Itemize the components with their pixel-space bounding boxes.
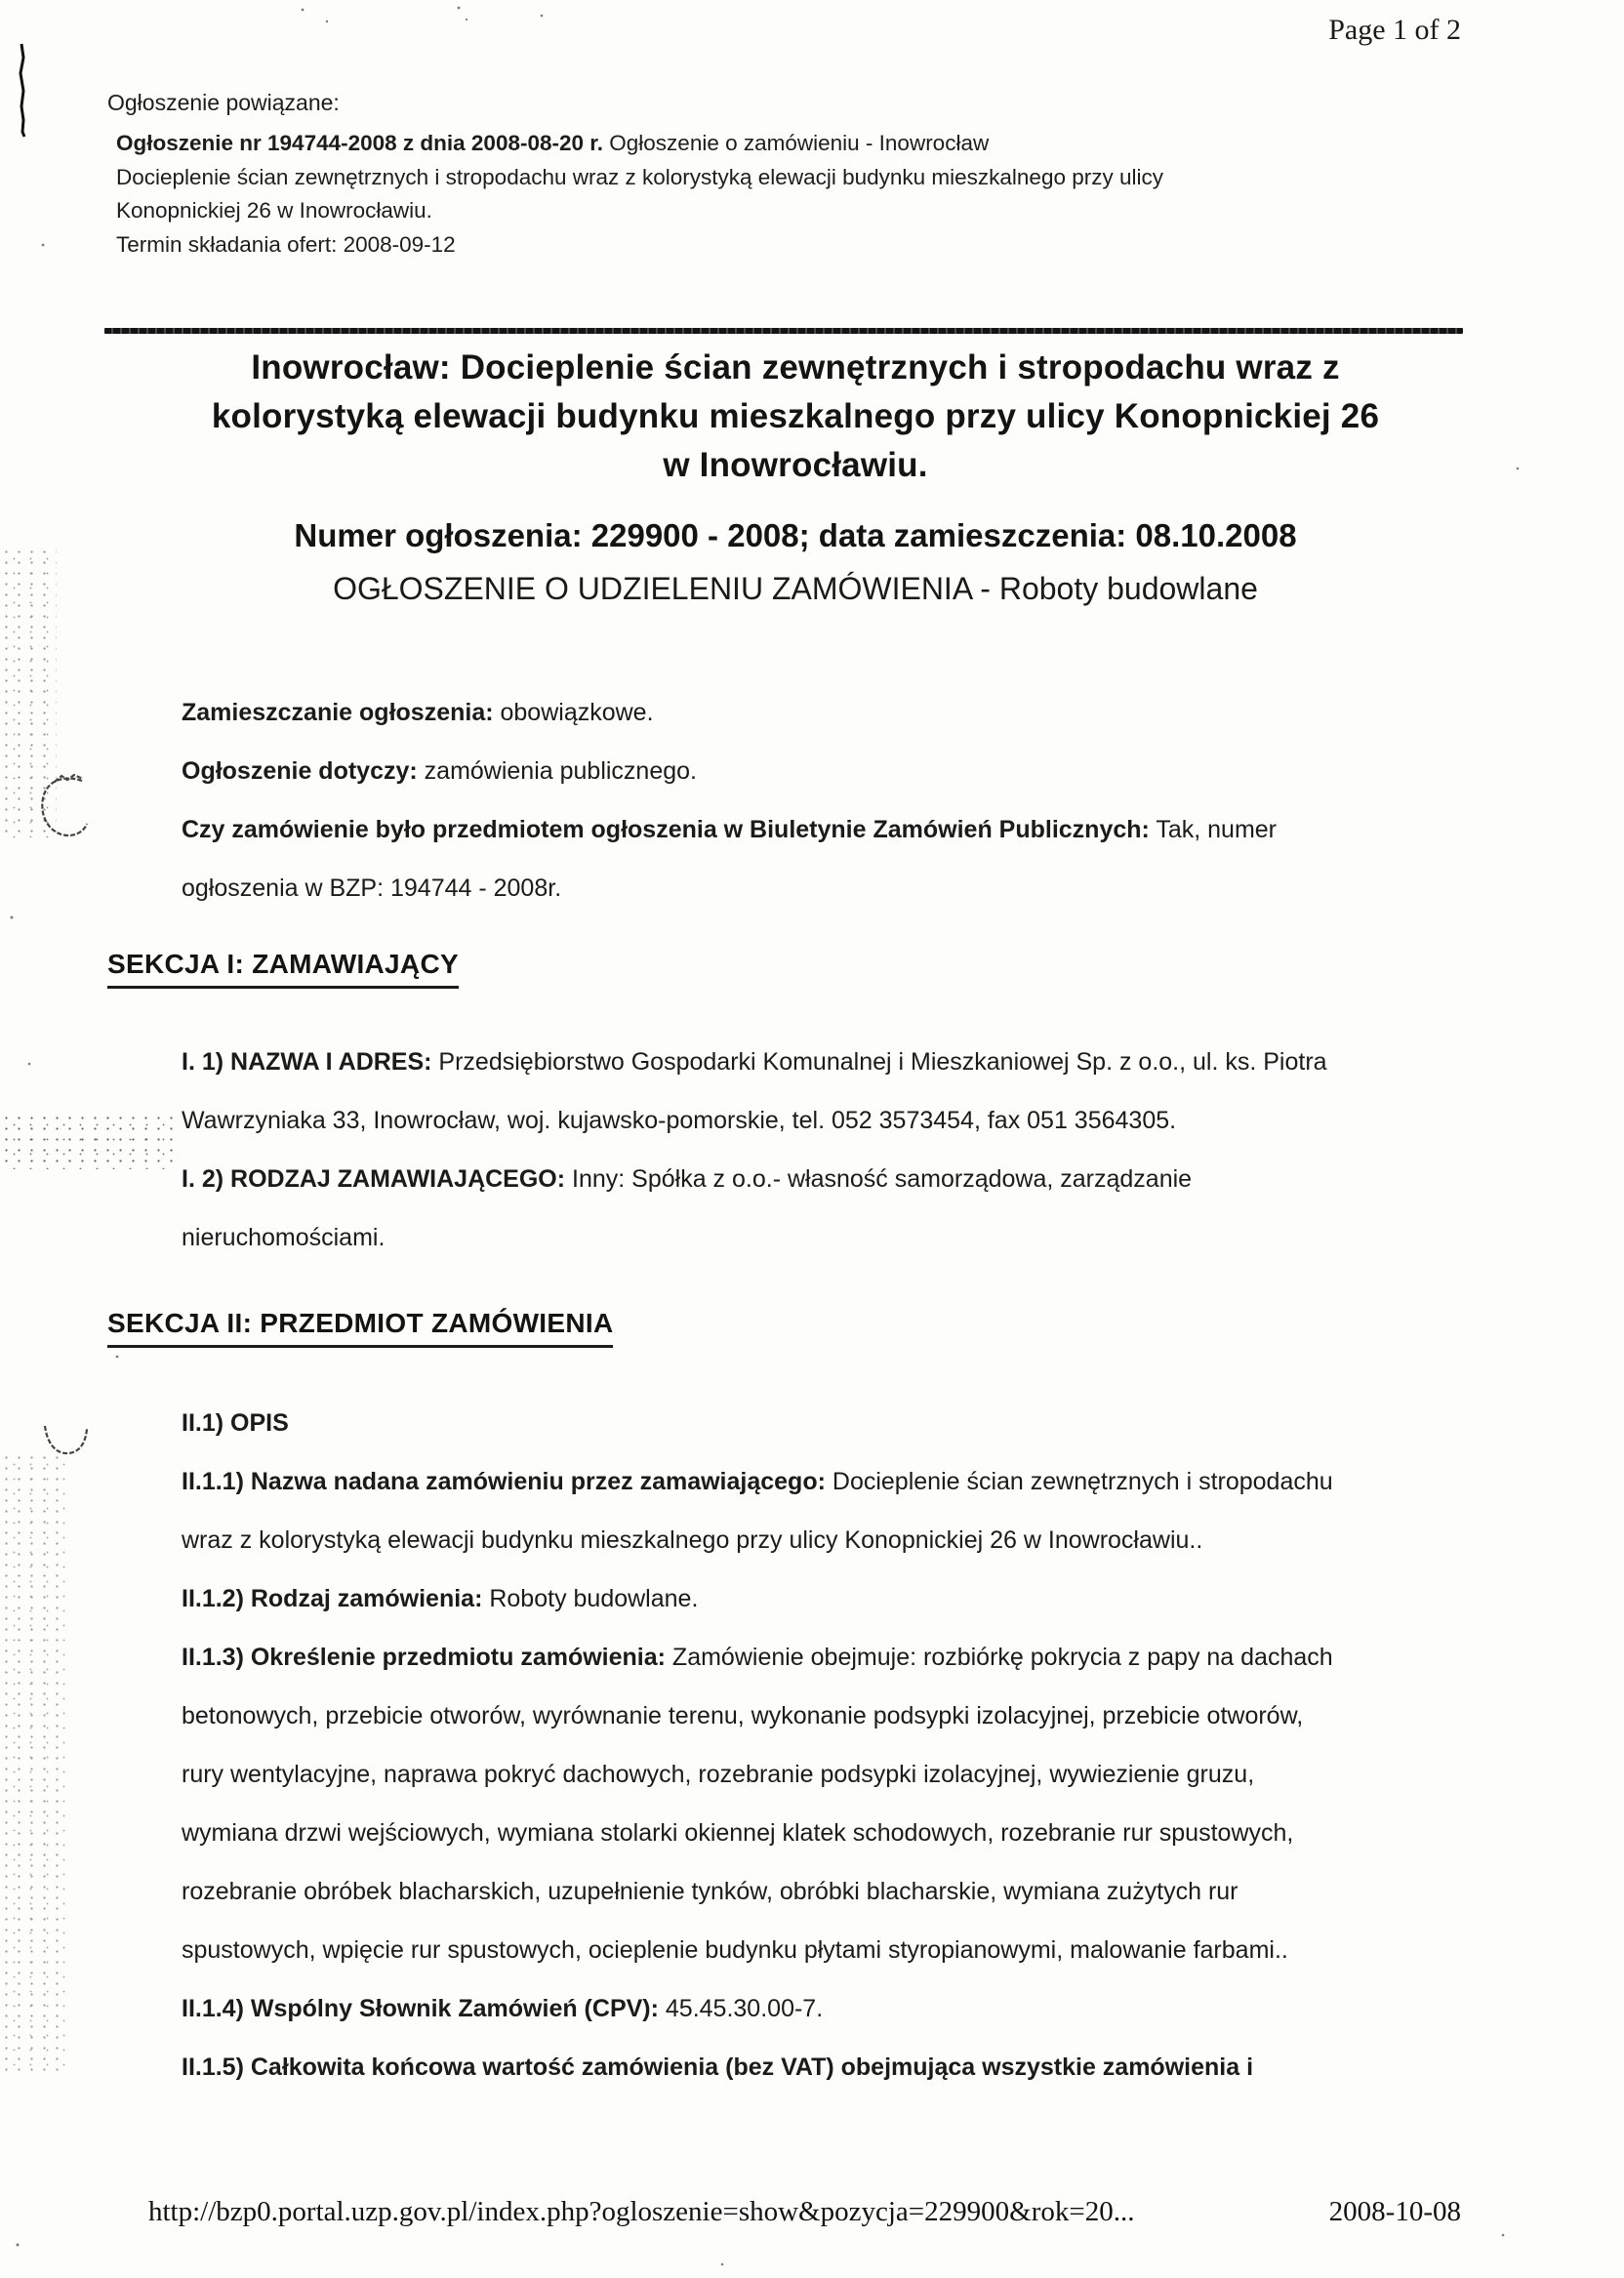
text-line bbox=[182, 1921, 1333, 1979]
text-line bbox=[182, 1628, 1333, 1687]
text-run: rozebranie obróbek blacharskich, uzupełnienie tynków, obróbki blacharskie, wymiana zużytych rur bbox=[182, 1878, 1238, 1905]
text-run-bold: Czy zamówienie było przedmiotem ogłoszenia w Biuletynie Zamówień Publicznych: bbox=[182, 816, 1150, 843]
text-run-bold: II.1.4) Wspólny Słownik Zamówień (CPV): bbox=[182, 1995, 659, 2022]
text-run: obowiązkowe. bbox=[493, 699, 654, 726]
text-line bbox=[116, 161, 1163, 195]
text-run: Przedsiębiorstwo Gospodarki Komunalnej i Mieszkaniowej Sp. z o.o., ul. ks. Piotra bbox=[431, 1048, 1327, 1076]
text-run-bold: Ogłoszenie dotyczy: bbox=[182, 757, 418, 785]
footer-url: http://bzp0.portal.uzp.gov.pl/index.php?ogloszenie=show&pozycja=229900&rok=20... bbox=[148, 2196, 1135, 2227]
text-run: Konopnickiej 26 w Inowrocławiu. bbox=[116, 198, 432, 223]
notice-type-line bbox=[112, 567, 1479, 610]
text-line bbox=[182, 1569, 1333, 1628]
intro-paragraphs bbox=[182, 683, 1277, 917]
text-run: wraz z kolorystyką elewacji budynku mieszkalnego przy ulicy Konopnickiej 26 w Inowrocławiu.. bbox=[182, 1526, 1203, 1554]
text-run-bold: I. 2) RODZAJ ZAMAWIAJĄCEGO: bbox=[182, 1165, 566, 1193]
text-run: nieruchomościami. bbox=[182, 1224, 386, 1251]
scan-noise-left-margin-lower bbox=[0, 1452, 66, 2077]
text-run-bold: kolorystyką elewacji budynku mieszkalnego przy ulicy Konopnickiej 26 bbox=[211, 397, 1380, 435]
footer-date: 2008-10-08 bbox=[1328, 2196, 1461, 2227]
text-line bbox=[182, 683, 1277, 742]
text-run: Termin składania ofert: 2008-09-12 bbox=[116, 231, 456, 257]
document-title bbox=[112, 344, 1479, 490]
text-line bbox=[112, 392, 1479, 441]
text-run: spustowych, wpięcie rur spustowych, ocieplenie budynku płytami styropianowymi, malowanie farbami.. bbox=[182, 1936, 1288, 1964]
text-run: ogłoszenia w BZP: 194744 - 2008r. bbox=[182, 875, 562, 902]
text-run-bold: Numer ogłoszenia: 229900 - 2008; data zamieszczenia: 08.10.2008 bbox=[294, 517, 1297, 553]
text-line bbox=[182, 1687, 1333, 1745]
text-run-bold: II.1.2) Rodzaj zamówienia: bbox=[182, 1585, 483, 1612]
text-run: Zamówienie obejmuje: rozbiórkę pokrycia z papy na dachach bbox=[665, 1644, 1333, 1671]
scan-artifact-curl-mark bbox=[42, 775, 87, 835]
scan-noise-left-margin-upper bbox=[0, 547, 57, 839]
text-line bbox=[116, 228, 1163, 263]
text-run: 45.45.30.00-7. bbox=[658, 1995, 824, 2022]
notice-number-line bbox=[112, 514, 1479, 557]
text-run-bold: II.1.1) Nazwa nadana zamówieniu przez zamawiającego: bbox=[182, 1468, 826, 1495]
scan-noise-left-margin-band bbox=[0, 1113, 178, 1169]
text-line bbox=[182, 1745, 1333, 1804]
text-run-bold: I. 1) NAZWA I ADRES: bbox=[182, 1048, 432, 1076]
section-2-heading: SEKCJA II: PRZEDMIOT ZAMÓWIENIA bbox=[107, 1308, 613, 1348]
section-2-body bbox=[182, 1394, 1333, 2096]
separator-rule bbox=[104, 328, 1463, 334]
text-line bbox=[112, 514, 1479, 557]
text-line bbox=[182, 1150, 1327, 1208]
section-1-body bbox=[182, 1033, 1327, 1267]
page-number: Page 1 of 2 bbox=[1328, 14, 1461, 46]
related-notice-block bbox=[116, 127, 1163, 262]
text-run-bold: w Inowrocławiu. bbox=[663, 446, 928, 484]
text-run: betonowych, przebicie otworów, wyrównanie terenu, wykonanie podsypki izolacyjnej, przebicie otworów, bbox=[182, 1702, 1304, 1729]
text-run: Inny: Spółka z o.o.- własność samorządowa, zarządzanie bbox=[565, 1165, 1193, 1193]
text-run-bold: Inowrocław: Docieplenie ścian zewnętrznych i stropodachu wraz z bbox=[251, 348, 1340, 386]
text-run-bold: II.1.3) Określenie przedmiotu zamówienia: bbox=[182, 1644, 666, 1671]
text-run-bold: II.1) OPIS bbox=[182, 1409, 289, 1437]
text-run: wymiana drzwi wejściowych, wymiana stolarki okiennej klatek schodowych, rozebranie rur spustowych, bbox=[182, 1819, 1294, 1847]
text-run: Wawrzyniaka 33, Inowrocław, woj. kujawsko-pomorskie, tel. 052 3573454, fax 051 3564305. bbox=[182, 1107, 1177, 1134]
text-line bbox=[182, 1033, 1327, 1091]
scan-artifact-vertical-mark bbox=[20, 44, 24, 137]
text-line bbox=[182, 1394, 1333, 1452]
text-line bbox=[182, 859, 1277, 917]
text-line bbox=[182, 1979, 1333, 2038]
text-run: Roboty budowlane. bbox=[482, 1585, 699, 1612]
text-line bbox=[182, 1208, 1327, 1267]
text-line bbox=[182, 800, 1277, 859]
text-run-bold: II.1.5) Całkowita końcowa wartość zamówienia (bez VAT) obejmująca wszystkie zamówienia i bbox=[182, 2054, 1254, 2081]
text-line bbox=[112, 567, 1479, 610]
text-line bbox=[116, 194, 1163, 228]
section-1-heading: SEKCJA I: ZAMAWIAJĄCY bbox=[107, 949, 459, 989]
text-run-bold: Ogłoszenie nr 194744-2008 z dnia 2008-08-20 r. bbox=[116, 131, 604, 155]
text-line bbox=[182, 1452, 1333, 1511]
text-run: Tak, numer bbox=[1149, 816, 1278, 843]
scan-artifact-u-curve-mark bbox=[45, 1426, 87, 1453]
text-run: OGŁOSZENIE O UDZIELENIU ZAMÓWIENIA - Roboty budowlane bbox=[333, 571, 1258, 606]
text-run: Docieplenie ścian zewnętrznych i stropodachu bbox=[825, 1468, 1333, 1495]
text-line bbox=[182, 742, 1277, 800]
text-line bbox=[182, 1091, 1327, 1150]
text-run: Ogłoszenie o zamówieniu - Inowrocław bbox=[603, 131, 990, 155]
scan-artifact-top-dots bbox=[302, 7, 544, 23]
text-line bbox=[112, 344, 1479, 392]
related-notice-label: Ogłoszenie powiązane: bbox=[107, 90, 340, 115]
text-run: rury wentylacyjne, naprawa pokryć dachowych, rozebranie podsypki izolacyjnej, wywiezienie gruzu, bbox=[182, 1761, 1255, 1788]
text-run-bold: Zamieszczanie ogłoszenia: bbox=[182, 699, 494, 726]
text-line bbox=[182, 1862, 1333, 1921]
text-run: zamówienia publicznego. bbox=[417, 757, 697, 785]
text-line bbox=[112, 441, 1479, 490]
text-line bbox=[182, 2038, 1333, 2096]
text-line bbox=[182, 1804, 1333, 1862]
text-line bbox=[116, 127, 1163, 161]
text-line bbox=[182, 1511, 1333, 1569]
text-run: Docieplenie ścian zewnętrznych i stropodachu wraz z kolorystyką elewacji budynku mieszkalnego przy ulicy bbox=[116, 164, 1163, 189]
